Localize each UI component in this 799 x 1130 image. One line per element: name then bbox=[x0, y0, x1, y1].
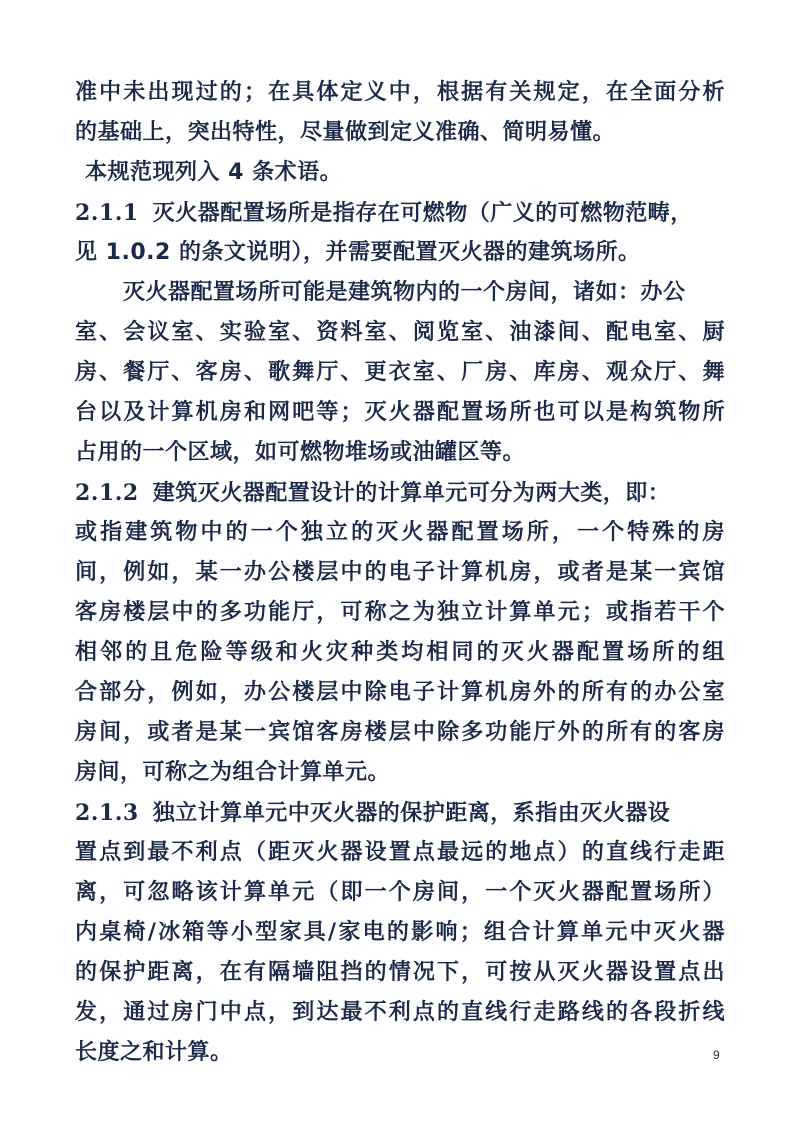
text-line: 见 1.0.2 的条文说明），并需要配置灭火器的建筑场所。 bbox=[75, 240, 641, 265]
text-line: 灭火器配置场所可能是建筑物内的一个房间，诸如：办公 bbox=[123, 280, 686, 305]
text-line: 占用的一个区域，如可燃物堆场或油罐区等。 bbox=[75, 440, 526, 465]
text-line: 准中未出现过的；在具体定义中，根据有关规定，在全面分析 bbox=[75, 80, 725, 105]
clause-number: 2.1.3 bbox=[75, 800, 139, 826]
text-line: 相邻的且危险等级和火灾种类均相同的灭火器配置场所的组 bbox=[75, 640, 725, 665]
text-line: 台以及计算机房和网吧等；灭火器配置场所也可以是构筑物所 bbox=[75, 400, 725, 425]
text-line: 房、餐厅、客房、歌舞厅、更衣室、厂房、库房、观众厅、舞 bbox=[75, 360, 725, 385]
clause-2-1-1 bbox=[75, 198, 693, 229]
text-line: 独立计算单元中灭火器的保护距离，系指由灭火器设 bbox=[152, 801, 671, 826]
text-line: 客房楼层中的多功能厅，可称之为独立计算单元；或指若干个 bbox=[75, 600, 725, 625]
text-line: 室、会议室、实验室、资料室、阅览室、油漆间、配电室、厨 bbox=[75, 320, 725, 345]
text-line: 灭火器配置场所是指存在可燃物（广义的可燃物范畴， bbox=[152, 201, 693, 226]
page-number: 9 bbox=[713, 1048, 720, 1062]
text-line: 长度之和计算。 bbox=[75, 1040, 233, 1065]
clause-2-1-3 bbox=[75, 798, 670, 829]
text-line: 本规范现列入 4 条术语。 bbox=[85, 160, 343, 185]
text-line: 合部分，例如，办公楼层中除电子计算机房外的所有的办公室 bbox=[75, 680, 725, 705]
clause-2-1-2 bbox=[75, 478, 670, 509]
text-line: 的保护距离，在有隔墙阻挡的情况下，可按从灭火器设置点出 bbox=[75, 960, 725, 985]
text-line: 离，可忽略该计算单元（即一个房间，一个灭火器配置场所） bbox=[75, 880, 725, 905]
clause-number: 2.1.2 bbox=[75, 480, 139, 506]
text-line: 房间，或者是某一宾馆客房楼层中除多功能厅外的所有的客房 bbox=[75, 720, 725, 745]
text-line: 置点到最不利点（距灭火器设置点最远的地点）的直线行走距 bbox=[75, 840, 725, 865]
text-line: 发，通过房门中点，到达最不利点的直线行走路线的各段折线 bbox=[75, 1000, 725, 1025]
text-line: 间，例如，某一办公楼层中的电子计算机房，或者是某一宾馆 bbox=[75, 560, 725, 585]
text-line: 或指建筑物中的一个独立的灭火器配置场所，一个特殊的房 bbox=[75, 520, 725, 545]
text-line: 内桌椅/冰箱等小型家具/家电的影响；组合计算单元中灭火器 bbox=[75, 920, 725, 945]
clause-number: 2.1.1 bbox=[75, 200, 139, 226]
text-line: 建筑灭火器配置设计的计算单元可分为两大类，即： bbox=[152, 481, 671, 506]
text-line: 的基础上，突出特性，尽量做到定义准确、简明易懂。 bbox=[75, 120, 616, 145]
text-line: 房间，可称之为组合计算单元。 bbox=[75, 760, 391, 785]
